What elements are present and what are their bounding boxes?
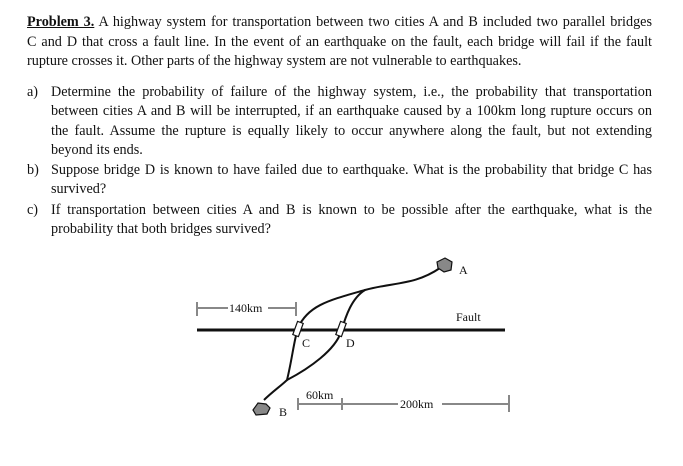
part-b-line: survived? [51, 181, 107, 197]
part-a-marker: a) [27, 84, 39, 100]
dim-60km-label: 60km [306, 388, 334, 402]
problem-line-2: C and D that cross a fault line. In the event of an earthquake on the fault, each bridge will fail if the fault [27, 34, 652, 50]
problem-line-1: Problem 3. A highway system for transportation between two cities A and B included two parallel bridges [27, 14, 652, 30]
part-a-line: Determine the probability of failure of the highway system, i.e., the probability that transportation [51, 84, 652, 100]
city-a-label: A [459, 263, 468, 277]
part-b-line: Suppose bridge D is known to have failed due to earthquake. What is the probability that bridge C has [51, 162, 652, 178]
city-b-label: B [279, 405, 288, 419]
bridge-c [293, 321, 303, 336]
bridge-d [336, 321, 346, 336]
part-a-line: beyond its ends. [51, 142, 143, 158]
part-b-marker: b) [27, 162, 39, 178]
route-via-c [264, 268, 440, 400]
part-c-line: If transportation between cities A and B is known to be possible after the earthquake, what is the [51, 202, 652, 218]
bridge-d-label: D [346, 336, 355, 350]
part-a-line: between cities A and B will be interrupted, if an earthquake caused by a 100km long rupture occurs on [51, 103, 652, 119]
dim-200km-label: 200km [400, 397, 434, 411]
part-c-line: probability that both bridges survived? [51, 221, 271, 237]
problem-line-3: rupture crosses it. Other parts of the highway system are not vulnerable to earthquakes. [27, 53, 522, 69]
city-b-icon [253, 403, 270, 415]
dim-140km-label: 140km [229, 301, 263, 315]
city-a-icon [437, 258, 452, 272]
part-c-marker: c) [27, 202, 39, 218]
bridge-c-label: C [302, 336, 311, 350]
part-a-line: the fault. Assume the rupture is equally likely to occur anywhere along the fault, but not extending [51, 123, 652, 139]
fault-label: Fault [456, 310, 481, 324]
problem-label: Problem 3. [27, 14, 95, 30]
